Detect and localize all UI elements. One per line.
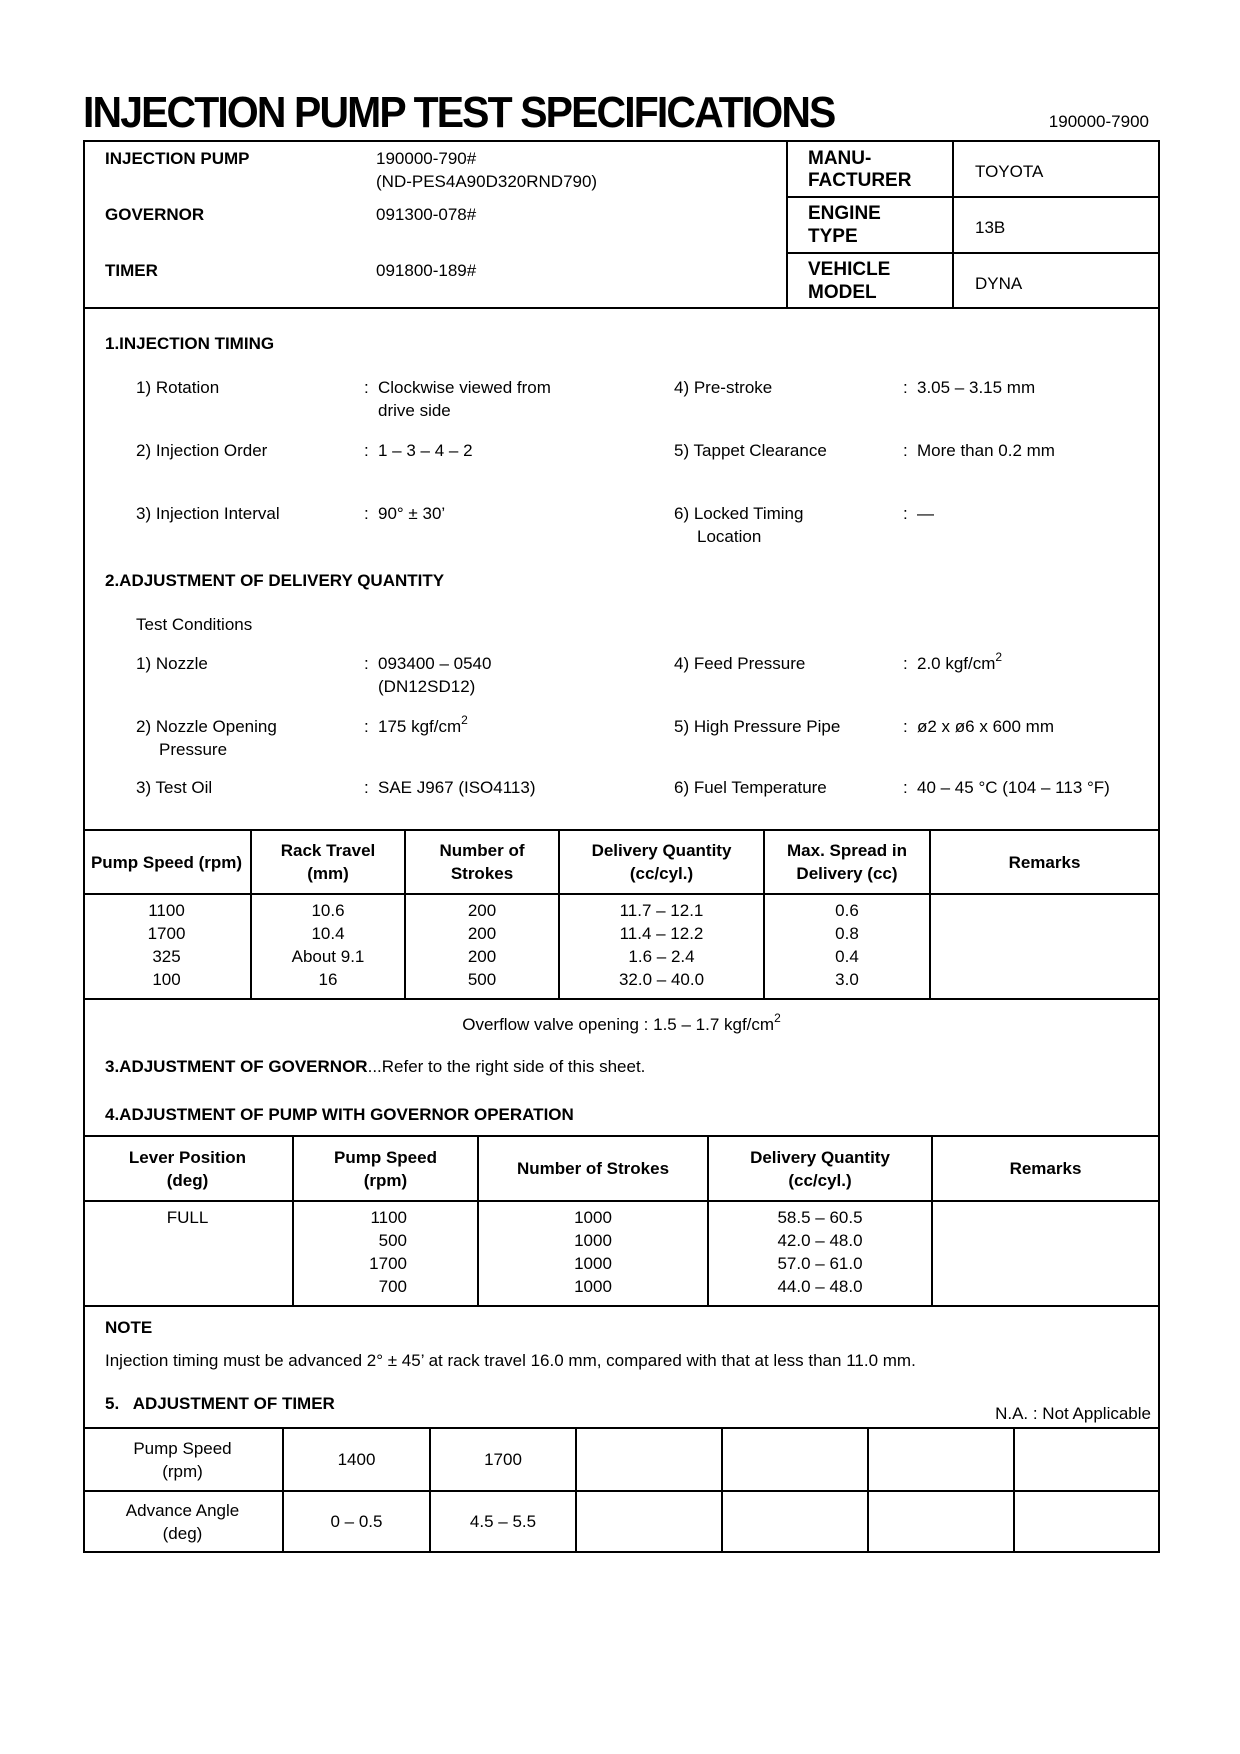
tappet-clearance-value: More than 0.2 mm — [917, 441, 1055, 460]
pump-speed-column — [294, 1206, 477, 1298]
ident-bottom-line — [83, 307, 1160, 309]
table-cell: 100 — [152, 970, 181, 989]
delivery-column — [709, 1206, 931, 1298]
nozzle-opening-label-2: Pressure — [159, 740, 228, 759]
note-text: Injection timing must be advanced 2° ± 45’ at rack travel 16.0 mm, compared with that at less than 11.0 mm. — [105, 1351, 916, 1370]
column-header-pump-speed: Pump Speed (rpm) — [90, 852, 243, 872]
document-number: 190000-7900 — [1048, 112, 1149, 131]
table-cell: 10.6 — [311, 901, 345, 920]
column-header-remarks: Remarks — [1009, 1159, 1082, 1178]
timer-speed-cell — [869, 1429, 1013, 1490]
feed-pressure-label: 4) Feed Pressure — [674, 654, 806, 673]
max-spread-column — [765, 899, 929, 991]
vehicle-model-value: DYNA — [975, 274, 1023, 293]
locked-timing-value: — — [917, 504, 934, 523]
nozzle-opening-text: 175 kgf/cm — [378, 717, 462, 736]
column-header-pump-speed: Pump Speed (rpm) — [334, 1147, 437, 1190]
locked-timing-label-2: Location — [697, 527, 762, 546]
injection-pump-value: 190000-790# — [376, 149, 477, 168]
table-cell: 200 — [467, 947, 497, 966]
frame-top-line — [83, 140, 1160, 142]
column-header-remarks: Remarks — [1008, 852, 1081, 872]
prestroke-label: 4) Pre-stroke — [674, 378, 773, 397]
column-header-delivery: Delivery Quantity (cc/cyl.) — [591, 841, 732, 883]
overflow-valve-text: Overflow valve opening : 1.5 – 1.7 kgf/cm — [462, 1015, 775, 1034]
high-pressure-pipe-label: 5) High Pressure Pipe — [674, 717, 841, 736]
table-cell: 200 — [467, 901, 497, 920]
column-header-strokes: Number of Strokes — [516, 1159, 670, 1178]
ident-divider-line — [952, 140, 954, 308]
pump-speed-column — [83, 899, 250, 991]
table-line — [83, 1200, 1160, 1202]
table-cell: 11.4 – 12.2 — [619, 924, 704, 943]
governor-value: 091300-078# — [376, 205, 477, 224]
strokes-column — [479, 1206, 707, 1298]
section-3-heading: 3.ADJUSTMENT OF GOVERNOR — [105, 1057, 368, 1076]
timer-label: TIMER — [105, 261, 158, 280]
superscript: 2 — [774, 1011, 781, 1026]
table-line — [83, 998, 1160, 1000]
table-cell: 0.4 — [835, 947, 859, 966]
timer-angle-cell — [723, 1492, 867, 1551]
section-3-line — [105, 1055, 645, 1078]
table-cell: 1000 — [574, 1277, 612, 1296]
injection-order-label: 2) Injection Order — [136, 441, 268, 460]
ident-row-line — [786, 196, 1160, 198]
overflow-valve-note — [83, 1013, 1160, 1036]
injection-pump-model: (ND-PES4A90D320RND790) — [376, 172, 598, 191]
table-cell: 1000 — [574, 1231, 612, 1250]
section-4-heading: 4.ADJUSTMENT OF PUMP WITH GOVERNOR OPERATION — [105, 1105, 574, 1124]
colon: : — [364, 778, 369, 797]
timer-value: 091800-189# — [376, 261, 477, 280]
injection-interval-value: 90° ± 30’ — [378, 504, 446, 523]
manufacturer-label-2: FACTURER — [808, 170, 912, 191]
timer-advance-angle-label: Advance Angle (deg) — [125, 1500, 240, 1543]
manufacturer-label: MANU- — [808, 148, 872, 169]
table-cell: 57.0 – 61.0 — [777, 1254, 863, 1273]
table-cell: 1000 — [574, 1208, 612, 1227]
section-3-text: ...Refer to the right side of this sheet. — [367, 1057, 646, 1076]
column-header-strokes: Number of Strokes — [439, 841, 525, 883]
engine-type-value: 13B — [975, 218, 1006, 237]
page-title: INJECTION PUMP TEST SPECIFICATIONS — [83, 88, 835, 137]
nozzle-value: 093400 – 0540 — [378, 654, 492, 673]
feed-pressure-value — [917, 652, 1002, 675]
table-cell: 200 — [467, 924, 497, 943]
frame-bottom-line — [83, 1551, 1160, 1553]
superscript: 2 — [995, 650, 1003, 665]
table-cell: 11.7 – 12.1 — [619, 901, 704, 920]
timer-angle-cell: 0 – 0.5 — [330, 1512, 383, 1531]
colon: : — [364, 717, 369, 736]
section-5-heading: 5. ADJUSTMENT OF TIMER — [105, 1394, 335, 1413]
colon: : — [364, 504, 369, 523]
table-cell: 3.0 — [835, 970, 859, 989]
table-cell: 42.0 – 48.0 — [777, 1231, 863, 1250]
timer-speed-cell: 1400 — [337, 1450, 376, 1469]
ident-divider-line — [786, 140, 788, 308]
table-cell: 1100 — [148, 901, 185, 920]
table-cell: About 9.1 — [291, 947, 365, 966]
ident-row-line — [786, 252, 1160, 254]
engine-type-label-2: TYPE — [808, 226, 858, 247]
table-cell: 500 — [467, 970, 497, 989]
rack-travel-column — [252, 899, 404, 991]
table-cell: 44.0 – 48.0 — [777, 1277, 863, 1296]
frame-right-line — [1158, 140, 1160, 1553]
table-cell: 16 — [318, 970, 338, 989]
colon: : — [903, 717, 908, 736]
not-applicable-note: N.A. : Not Applicable — [995, 1404, 1151, 1423]
timer-angle-cell — [577, 1492, 721, 1551]
table-cell: 0.8 — [835, 924, 859, 943]
timer-angle-cell: 4.5 – 5.5 — [469, 1512, 537, 1531]
table-cell: 1.6 – 2.4 — [628, 947, 695, 966]
timer-pump-speed-label: Pump Speed (rpm) — [133, 1438, 232, 1481]
colon: : — [364, 441, 369, 460]
rotation-value: Clockwise viewed from — [378, 378, 551, 397]
section-2-heading: 2.ADJUSTMENT OF DELIVERY QUANTITY — [105, 571, 445, 590]
colon: : — [903, 378, 908, 397]
table-cell: 58.5 – 60.5 — [777, 1208, 863, 1227]
nozzle-value-2: (DN12SD12) — [378, 677, 476, 696]
engine-type-label: ENGINE — [808, 203, 881, 224]
delivery-column — [560, 899, 763, 991]
table-cell: 1700 — [369, 1254, 407, 1273]
column-header-lever-position: Lever Position (deg) — [128, 1147, 247, 1190]
manufacturer-value: TOYOTA — [975, 162, 1044, 181]
colon: : — [903, 504, 908, 523]
rotation-value-2: drive side — [378, 401, 451, 420]
colon: : — [364, 654, 369, 673]
vehicle-model-label-2: MODEL — [808, 282, 877, 303]
table-line — [83, 893, 1160, 895]
injection-interval-label: 3) Injection Interval — [136, 504, 280, 523]
test-conditions-label: Test Conditions — [136, 615, 253, 634]
table-cell: 500 — [378, 1231, 407, 1250]
table-cell: 0.6 — [835, 901, 859, 920]
nozzle-label: 1) Nozzle — [136, 654, 208, 673]
vehicle-model-label: VEHICLE — [808, 259, 891, 280]
table-cell: 1700 — [147, 924, 186, 943]
column-header-delivery: Delivery Quantity (cc/cyl.) — [750, 1147, 890, 1190]
column-header-rack-travel: Rack Travel (mm) — [280, 841, 376, 883]
prestroke-value: 3.05 – 3.15 mm — [917, 378, 1036, 397]
colon: : — [364, 378, 369, 397]
feed-pressure-text: 2.0 kgf/cm — [917, 654, 996, 673]
timer-angle-cell — [1015, 1492, 1158, 1551]
test-oil-value: SAE J967 (ISO4113) — [378, 778, 536, 797]
note-heading: NOTE — [105, 1318, 153, 1337]
fuel-temperature-value: 40 – 45 °C (104 – 113 °F) — [917, 778, 1110, 797]
fuel-temperature-label: 6) Fuel Temperature — [674, 778, 827, 797]
locked-timing-label: 6) Locked Timing — [674, 504, 804, 523]
table-cell: 325 — [152, 947, 181, 966]
colon: : — [903, 654, 908, 673]
section-1-heading: 1.INJECTION TIMING — [105, 334, 275, 353]
injection-pump-label: INJECTION PUMP — [105, 149, 250, 168]
colon: : — [903, 441, 908, 460]
superscript: 2 — [461, 713, 468, 728]
nozzle-opening-label: 2) Nozzle Opening — [136, 717, 277, 736]
test-oil-label: 3) Test Oil — [136, 778, 213, 797]
column-header-max-spread: Max. Spread in Delivery (cc) — [787, 841, 907, 883]
table-cell: 1100 — [370, 1208, 407, 1227]
lever-position-column — [83, 1206, 292, 1229]
timer-speed-cell — [723, 1429, 867, 1490]
timer-speed-cell: 1700 — [484, 1450, 522, 1469]
table-cell: FULL — [166, 1208, 209, 1227]
table-cell: 10.4 — [311, 924, 345, 943]
table-line — [83, 1305, 1160, 1307]
timer-speed-cell — [577, 1429, 721, 1490]
governor-label: GOVERNOR — [105, 205, 205, 224]
tappet-clearance-label: 5) Tappet Clearance — [674, 441, 827, 460]
table-cell: 1000 — [574, 1254, 612, 1273]
table-cell: 700 — [378, 1277, 407, 1296]
table-cell: 32.0 – 40.0 — [618, 970, 705, 989]
nozzle-opening-value — [378, 715, 468, 738]
injection-order-value: 1 – 3 – 4 – 2 — [378, 441, 473, 460]
rotation-label: 1) Rotation — [136, 378, 220, 397]
timer-speed-cell — [1015, 1429, 1158, 1490]
strokes-column — [406, 899, 558, 991]
timer-angle-cell — [869, 1492, 1013, 1551]
high-pressure-pipe-value: ø2 x ø6 x 600 mm — [917, 717, 1054, 736]
colon: : — [903, 778, 908, 797]
